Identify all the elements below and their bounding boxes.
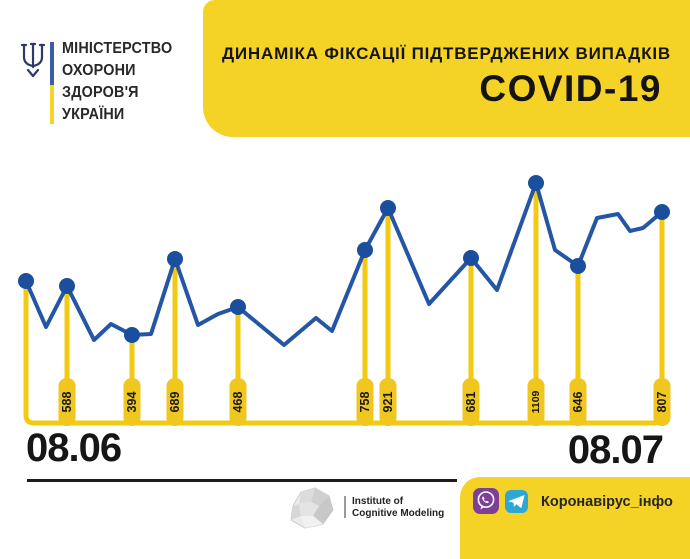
data-point-marker — [654, 204, 670, 220]
axis-end-date: 08.07 — [567, 428, 663, 472]
value-callout-label: 921 — [381, 391, 395, 413]
footer-divider — [27, 479, 457, 482]
icm-separator — [344, 496, 346, 518]
callout-baseline — [26, 212, 662, 423]
data-point-marker — [124, 327, 140, 343]
ministry-line: УКРАЇНИ — [62, 106, 125, 123]
data-point-marker — [167, 251, 183, 267]
icm-name — [352, 496, 444, 520]
value-callout-label: 646 — [571, 391, 585, 413]
icm-logo — [284, 484, 454, 544]
value-callout-label: 1109 — [530, 390, 542, 414]
chart-title: COVID-19 — [479, 68, 662, 109]
data-point-marker — [528, 175, 544, 191]
viber-icon[interactable] — [473, 488, 499, 514]
value-callout-label: 689 — [168, 391, 182, 413]
value-callout-label: 807 — [655, 391, 669, 413]
value-callout-label: 468 — [231, 391, 245, 413]
ministry-line: ОХОРОНИ — [62, 62, 136, 79]
cases-line — [26, 183, 662, 345]
ministry-line: МІНІСТЕРСТВО — [62, 40, 173, 57]
data-point-marker — [230, 299, 246, 315]
social-channel-name[interactable]: Коронавірус_інфо — [541, 494, 673, 510]
crumpled-paper-icon — [284, 486, 338, 530]
social-panel — [460, 477, 690, 559]
data-point-marker — [380, 200, 396, 216]
data-point-marker — [570, 258, 586, 274]
value-callout-label: 588 — [60, 391, 74, 413]
ministry-line: ЗДОРОВ'Я — [62, 84, 139, 101]
data-point-marker — [463, 250, 479, 266]
data-point-marker — [357, 242, 373, 258]
axis-start-date: 08.06 — [26, 426, 122, 470]
value-callout-label: 394 — [125, 391, 139, 413]
value-callout-label: 758 — [358, 391, 372, 413]
icm-name-line1: Institute of — [352, 496, 404, 507]
icm-name-line2: Cognitive Modeling — [352, 508, 445, 519]
value-callout-label: 681 — [464, 391, 478, 413]
telegram-icon[interactable] — [505, 490, 528, 513]
chart-subtitle: ДИНАМІКА ФІКСАЦІЇ ПІДТВЕРДЖЕНИХ ВИПАДКІВ — [221, 44, 671, 63]
data-point-marker — [18, 273, 34, 289]
data-point-marker — [59, 278, 75, 294]
